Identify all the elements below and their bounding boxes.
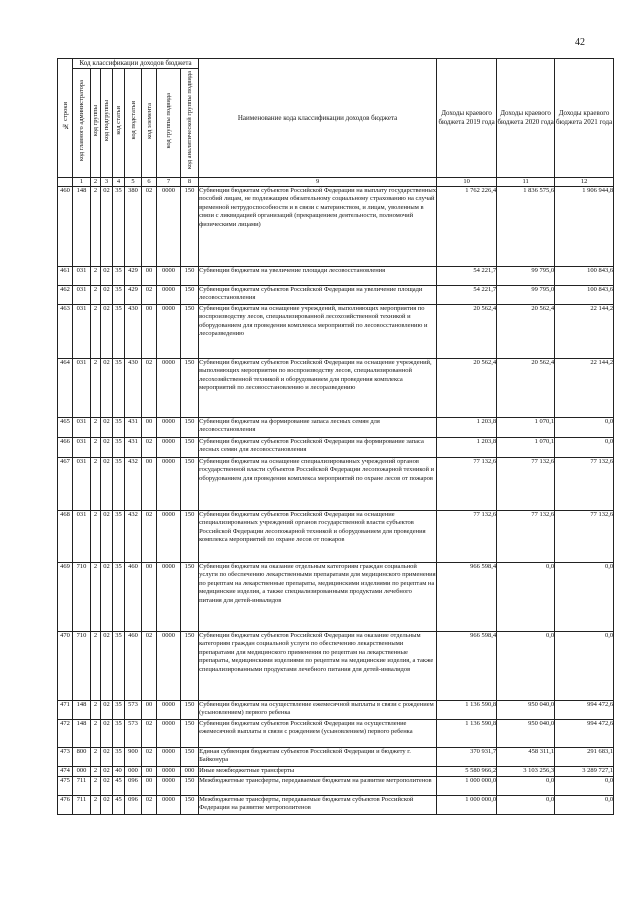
row-description: Субвенции бюджетам субъектов Российской Федерации на оснащение учреждений, выполняющих мероприятия по воспроизводству лесов, специализированной лесохозяйственной техникой и оборудованием для проведения комплекса мероприятий по лесовосстановлению и лесоразведению xyxy=(199,359,437,418)
code-cell: 0000 xyxy=(157,767,181,777)
table-row xyxy=(58,720,614,748)
row-number: 465 xyxy=(58,418,73,438)
amount-2019: 77 132,6 xyxy=(437,511,497,563)
row-number: 460 xyxy=(58,187,73,267)
code-cell: 0000 xyxy=(157,701,181,720)
code-cell: 460 xyxy=(125,563,142,632)
row-number: 474 xyxy=(58,767,73,777)
amount-2020: 950 040,0 xyxy=(497,720,555,748)
code-cell: 096 xyxy=(125,796,142,815)
code-cell: 096 xyxy=(125,777,142,796)
code-cell: 150 xyxy=(181,305,199,359)
amount-2021: 22 144,2 xyxy=(555,359,614,418)
code-cell: 0000 xyxy=(157,632,181,701)
row-description: Субвенции бюджетам субъектов Российской Федерации на увеличение площади лесовосстановления xyxy=(199,286,437,305)
row-description: Единая субвенция бюджетам субъектов Российской Федерации и бюджету г. Байконура xyxy=(199,748,437,767)
row-number: 462 xyxy=(58,286,73,305)
row-number: 470 xyxy=(58,632,73,701)
code-cell: 031 xyxy=(73,458,91,511)
amount-2021: 100 843,6 xyxy=(555,267,614,286)
code-cell: 02 xyxy=(101,267,113,286)
row-description: Субвенции бюджетам субъектов Российской Федерации на выплату государственных пособий лицам, не подлежащим обязательному социальному страхованию на случай временной нетрудоспособности и в связи с материнством, и лицам, уволенным в связи с ликвидацией организаций (прекращением деятельности, полномочий физическими лицами) xyxy=(199,187,437,267)
code-cell: 02 xyxy=(101,511,113,563)
code-cell: 02 xyxy=(142,359,157,418)
code-cell: 148 xyxy=(73,187,91,267)
header-code-admin: код главного администратора xyxy=(73,69,91,178)
amount-2021: 0,0 xyxy=(555,563,614,632)
code-cell: 0000 xyxy=(157,438,181,458)
header-name: Наименование кода классификации доходов бюджета xyxy=(199,59,437,178)
header-code-article: код статьи xyxy=(113,69,125,178)
code-cell: 02 xyxy=(101,748,113,767)
code-cell: 148 xyxy=(73,720,91,748)
code-cell: 02 xyxy=(101,305,113,359)
code-cell: 35 xyxy=(113,286,125,305)
code-cell: 0000 xyxy=(157,286,181,305)
table-row xyxy=(58,286,614,305)
code-cell: 0000 xyxy=(157,418,181,438)
code-cell: 0000 xyxy=(157,720,181,748)
amount-2021: 100 843,6 xyxy=(555,286,614,305)
code-cell: 45 xyxy=(113,777,125,796)
row-number: 461 xyxy=(58,267,73,286)
col-number: 5 xyxy=(125,178,142,187)
col-number: 3 xyxy=(101,178,113,187)
col-number: 8 xyxy=(181,178,199,187)
code-cell: 00 xyxy=(142,701,157,720)
budget-revenue-table xyxy=(57,58,614,815)
code-cell: 02 xyxy=(142,720,157,748)
code-cell: 2 xyxy=(91,187,101,267)
amount-2020: 1 070,1 xyxy=(497,438,555,458)
code-cell: 2 xyxy=(91,563,101,632)
amount-2019: 1 203,8 xyxy=(437,418,497,438)
code-cell: 0000 xyxy=(157,563,181,632)
code-cell: 431 xyxy=(125,418,142,438)
col-number: 9 xyxy=(199,178,437,187)
code-cell: 150 xyxy=(181,720,199,748)
code-cell: 35 xyxy=(113,359,125,418)
amount-2020: 950 040,0 xyxy=(497,701,555,720)
code-cell: 35 xyxy=(113,458,125,511)
amount-2021: 0,0 xyxy=(555,632,614,701)
header-code-subtype-group: код группы подвида xyxy=(157,69,181,178)
code-cell: 35 xyxy=(113,701,125,720)
amount-2020: 458 311,1 xyxy=(497,748,555,767)
code-cell: 02 xyxy=(101,796,113,815)
code-cell: 35 xyxy=(113,438,125,458)
header-row-number: № строки xyxy=(58,59,73,178)
row-description: Иные межбюджетные трансферты xyxy=(199,767,437,777)
col-number: 1 xyxy=(73,178,91,187)
code-cell: 710 xyxy=(73,563,91,632)
code-cell: 150 xyxy=(181,187,199,267)
header-year-2021: Доходы краевого бюджета 2021 года xyxy=(555,59,614,178)
amount-2021: 0,0 xyxy=(555,418,614,438)
row-description: Субвенции бюджетам на формирование запаса лесных семян для лесовосстановления xyxy=(199,418,437,438)
header-code-subarticle: код подстатьи xyxy=(125,69,142,178)
row-description: Субвенции бюджетам субъектов Российской Федерации на осуществление ежемесячной выплаты в связи с рождением (усыновлением) первого ребенка xyxy=(199,720,437,748)
table-row xyxy=(58,767,614,777)
amount-2020: 0,0 xyxy=(497,563,555,632)
amount-2019: 370 931,7 xyxy=(437,748,497,767)
table-row xyxy=(58,563,614,632)
col-number: 2 xyxy=(91,178,101,187)
header-code-subgroup: код подгруппы xyxy=(101,69,113,178)
code-cell: 02 xyxy=(101,187,113,267)
table-row xyxy=(58,418,614,438)
col-number: 7 xyxy=(157,178,181,187)
table-row xyxy=(58,458,614,511)
code-cell: 00 xyxy=(142,777,157,796)
amount-2021: 22 144,2 xyxy=(555,305,614,359)
table-row xyxy=(58,267,614,286)
code-cell: 900 xyxy=(125,748,142,767)
code-cell: 031 xyxy=(73,359,91,418)
amount-2020: 0,0 xyxy=(497,796,555,815)
code-cell: 2 xyxy=(91,720,101,748)
table-row xyxy=(58,187,614,267)
code-cell: 02 xyxy=(101,359,113,418)
code-cell: 35 xyxy=(113,632,125,701)
row-number: 475 xyxy=(58,777,73,796)
amount-2019: 54 221,7 xyxy=(437,286,497,305)
code-cell: 35 xyxy=(113,267,125,286)
code-cell: 0000 xyxy=(157,796,181,815)
code-cell: 02 xyxy=(142,632,157,701)
code-cell: 710 xyxy=(73,632,91,701)
code-cell: 2 xyxy=(91,438,101,458)
code-cell: 0000 xyxy=(157,748,181,767)
code-cell: 02 xyxy=(142,187,157,267)
code-cell: 573 xyxy=(125,701,142,720)
code-cell: 573 xyxy=(125,720,142,748)
col-number: 6 xyxy=(142,178,157,187)
row-description: Субвенции бюджетам субъектов Российской Федерации на формирование запаса лесных семян для лесовосстановления xyxy=(199,438,437,458)
code-cell: 2 xyxy=(91,286,101,305)
amount-2021: 994 472,6 xyxy=(555,701,614,720)
code-cell: 150 xyxy=(181,748,199,767)
code-cell: 2 xyxy=(91,767,101,777)
code-cell: 02 xyxy=(101,563,113,632)
code-cell: 711 xyxy=(73,777,91,796)
amount-2021: 291 683,1 xyxy=(555,748,614,767)
code-cell: 00 xyxy=(142,418,157,438)
table-row xyxy=(58,305,614,359)
row-number: 472 xyxy=(58,720,73,748)
header-code-analytic-group: код аналитической группы подвида xyxy=(181,69,199,178)
code-cell: 02 xyxy=(101,767,113,777)
row-number: 466 xyxy=(58,438,73,458)
amount-2019: 1 762 226,4 xyxy=(437,187,497,267)
code-cell: 0000 xyxy=(157,777,181,796)
row-number: 463 xyxy=(58,305,73,359)
amount-2021: 3 289 727,1 xyxy=(555,767,614,777)
col-number xyxy=(58,178,73,187)
code-cell: 02 xyxy=(101,458,113,511)
amount-2020: 0,0 xyxy=(497,632,555,701)
row-description: Субвенции бюджетам на оказание отдельным категориям граждан социальной услуги по обеспечению лекарственными препаратами для медицинского применения по рецептам на лекарственные препараты, медицинскими изделиями по рецептам на медицинские изделия, а также специализированными продуктами лечебного питания для детей-инвалидов xyxy=(199,563,437,632)
code-cell: 2 xyxy=(91,777,101,796)
code-cell: 711 xyxy=(73,796,91,815)
code-cell: 00 xyxy=(142,563,157,632)
code-cell: 02 xyxy=(101,701,113,720)
table-body xyxy=(58,187,614,815)
row-description: Субвенции бюджетам на осуществление ежемесячной выплаты в связи с рождением (усыновлением) первого ребенка xyxy=(199,701,437,720)
code-cell: 02 xyxy=(101,418,113,438)
table-row xyxy=(58,359,614,418)
code-cell: 0000 xyxy=(157,511,181,563)
amount-2020: 20 562,4 xyxy=(497,305,555,359)
table-row xyxy=(58,701,614,720)
code-cell: 35 xyxy=(113,305,125,359)
amount-2021: 994 472,6 xyxy=(555,720,614,748)
code-cell: 0000 xyxy=(157,187,181,267)
amount-2019: 1 000 000,0 xyxy=(437,796,497,815)
code-cell: 2 xyxy=(91,267,101,286)
code-cell: 35 xyxy=(113,418,125,438)
code-cell: 35 xyxy=(113,720,125,748)
row-description: Субвенции бюджетам на оснащение специализированных учреждений органов государственной власти субъектов Российской Федерации лесопожарной техникой и оборудованием для проведения комплекса мероприятий по охране лесов от пожаров xyxy=(199,458,437,511)
code-cell: 35 xyxy=(113,563,125,632)
row-description: Субвенции бюджетам субъектов Российской Федерации на оказание отдельным категориям граждан социальной услуги по обеспечению лекарственными препаратами для медицинского применения по рецептам на лекарственные препараты, медицинскими изделиями по рецептам на медицинские изделия, а также специализированными продуктами лечебного питания для детей-инвалидов xyxy=(199,632,437,701)
code-cell: 02 xyxy=(142,796,157,815)
code-cell: 431 xyxy=(125,438,142,458)
code-cell: 429 xyxy=(125,286,142,305)
row-number: 473 xyxy=(58,748,73,767)
row-description: Межбюджетные трансферты, передаваемые бюджетам на развитие метрополитенов xyxy=(199,777,437,796)
code-cell: 2 xyxy=(91,511,101,563)
code-cell: 148 xyxy=(73,701,91,720)
amount-2019: 77 132,6 xyxy=(437,458,497,511)
code-cell: 0000 xyxy=(157,359,181,418)
amount-2019: 1 000 000,0 xyxy=(437,777,497,796)
row-number: 471 xyxy=(58,701,73,720)
header-year-2019: Доходы краевого бюджета 2019 года xyxy=(437,59,497,178)
code-cell: 432 xyxy=(125,458,142,511)
col-number: 10 xyxy=(437,178,497,187)
code-cell: 031 xyxy=(73,511,91,563)
row-description: Субвенции бюджетам на оснащение учреждений, выполняющих мероприятия по воспроизводству лесов, специализированной лесохозяйственной техникой и оборудованием для проведения комплекса мероприятий по лесовосстановлению и лесоразведению xyxy=(199,305,437,359)
row-number: 468 xyxy=(58,511,73,563)
code-cell: 2 xyxy=(91,748,101,767)
table-row xyxy=(58,632,614,701)
amount-2020: 0,0 xyxy=(497,777,555,796)
header-year-2020: Доходы краевого бюджета 2020 года xyxy=(497,59,555,178)
amount-2021: 77 132,6 xyxy=(555,458,614,511)
row-description: Межбюджетные трансферты, передаваемые бюджетам субъектов Российской Федерации на развитие метрополитенов xyxy=(199,796,437,815)
amount-2020: 3 103 256,3 xyxy=(497,767,555,777)
code-cell: 031 xyxy=(73,438,91,458)
code-cell: 031 xyxy=(73,286,91,305)
code-cell: 02 xyxy=(142,286,157,305)
amount-2019: 5 580 966,2 xyxy=(437,767,497,777)
code-cell: 150 xyxy=(181,438,199,458)
amount-2021: 0,0 xyxy=(555,796,614,815)
amount-2021: 1 906 944,8 xyxy=(555,187,614,267)
table-row xyxy=(58,511,614,563)
code-cell: 000 xyxy=(181,767,199,777)
code-cell: 000 xyxy=(73,767,91,777)
amount-2021: 0,0 xyxy=(555,438,614,458)
code-cell: 800 xyxy=(73,748,91,767)
code-cell: 031 xyxy=(73,267,91,286)
code-cell: 2 xyxy=(91,458,101,511)
amount-2019: 20 562,4 xyxy=(437,305,497,359)
header-code-group: Код классификации доходов бюджета xyxy=(73,59,199,69)
code-cell: 02 xyxy=(142,511,157,563)
code-cell: 150 xyxy=(181,563,199,632)
code-cell: 45 xyxy=(113,796,125,815)
amount-2019: 966 598,4 xyxy=(437,632,497,701)
amount-2019: 1 203,8 xyxy=(437,438,497,458)
amount-2019: 1 136 590,8 xyxy=(437,701,497,720)
col-number: 11 xyxy=(497,178,555,187)
table-row xyxy=(58,438,614,458)
table-row xyxy=(58,777,614,796)
amount-2021: 0,0 xyxy=(555,777,614,796)
code-cell: 35 xyxy=(113,187,125,267)
code-cell: 000 xyxy=(125,767,142,777)
code-cell: 432 xyxy=(125,511,142,563)
code-cell: 02 xyxy=(101,438,113,458)
code-cell: 35 xyxy=(113,748,125,767)
code-cell: 429 xyxy=(125,267,142,286)
code-cell: 2 xyxy=(91,701,101,720)
amount-2019: 966 598,4 xyxy=(437,563,497,632)
page-number: 42 xyxy=(575,37,585,48)
code-cell: 150 xyxy=(181,458,199,511)
header-code-element: код элемента xyxy=(142,69,157,178)
code-cell: 150 xyxy=(181,418,199,438)
table-row xyxy=(58,796,614,815)
header-code-group-col: код группы xyxy=(91,69,101,178)
code-cell: 031 xyxy=(73,305,91,359)
col-number: 4 xyxy=(113,178,125,187)
amount-2020: 20 562,4 xyxy=(497,359,555,418)
code-cell: 2 xyxy=(91,632,101,701)
code-cell: 031 xyxy=(73,418,91,438)
code-cell: 150 xyxy=(181,632,199,701)
code-cell: 150 xyxy=(181,267,199,286)
row-description: Субвенции бюджетам на увеличение площади лесовосстановления xyxy=(199,267,437,286)
code-cell: 0000 xyxy=(157,267,181,286)
code-cell: 150 xyxy=(181,286,199,305)
code-cell: 0000 xyxy=(157,305,181,359)
amount-2019: 1 136 590,8 xyxy=(437,720,497,748)
code-cell: 150 xyxy=(181,777,199,796)
column-number-row xyxy=(58,178,614,187)
amount-2020: 99 795,0 xyxy=(497,286,555,305)
code-cell: 00 xyxy=(142,767,157,777)
code-cell: 430 xyxy=(125,305,142,359)
code-cell: 00 xyxy=(142,267,157,286)
row-number: 464 xyxy=(58,359,73,418)
code-cell: 00 xyxy=(142,458,157,511)
code-cell: 00 xyxy=(142,305,157,359)
code-cell: 02 xyxy=(101,632,113,701)
code-cell: 2 xyxy=(91,796,101,815)
code-cell: 150 xyxy=(181,701,199,720)
code-cell: 35 xyxy=(113,511,125,563)
amount-2019: 20 562,4 xyxy=(437,359,497,418)
amount-2020: 77 132,6 xyxy=(497,458,555,511)
row-description: Субвенции бюджетам субъектов Российской Федерации на оснащение специализированных учреждений органов государственной власти субъектов Российской Федерации лесопожарной техникой и оборудованием для проведения комплекса мероприятий по охране лесов от пожаров xyxy=(199,511,437,563)
row-number: 476 xyxy=(58,796,73,815)
amount-2020: 77 132,6 xyxy=(497,511,555,563)
code-cell: 02 xyxy=(142,438,157,458)
row-number: 469 xyxy=(58,563,73,632)
code-cell: 02 xyxy=(142,748,157,767)
amount-2021: 77 132,6 xyxy=(555,511,614,563)
code-cell: 02 xyxy=(101,286,113,305)
code-cell: 150 xyxy=(181,796,199,815)
amount-2019: 54 221,7 xyxy=(437,267,497,286)
amount-2020: 1 836 575,6 xyxy=(497,187,555,267)
code-cell: 2 xyxy=(91,359,101,418)
amount-2020: 99 795,0 xyxy=(497,267,555,286)
code-cell: 02 xyxy=(101,777,113,796)
col-number: 12 xyxy=(555,178,614,187)
table-row xyxy=(58,748,614,767)
amount-2020: 1 070,1 xyxy=(497,418,555,438)
code-cell: 380 xyxy=(125,187,142,267)
code-cell: 40 xyxy=(113,767,125,777)
code-cell: 150 xyxy=(181,359,199,418)
code-cell: 02 xyxy=(101,720,113,748)
row-number: 467 xyxy=(58,458,73,511)
code-cell: 2 xyxy=(91,305,101,359)
code-cell: 150 xyxy=(181,511,199,563)
code-cell: 0000 xyxy=(157,458,181,511)
code-cell: 430 xyxy=(125,359,142,418)
code-cell: 2 xyxy=(91,418,101,438)
code-cell: 460 xyxy=(125,632,142,701)
